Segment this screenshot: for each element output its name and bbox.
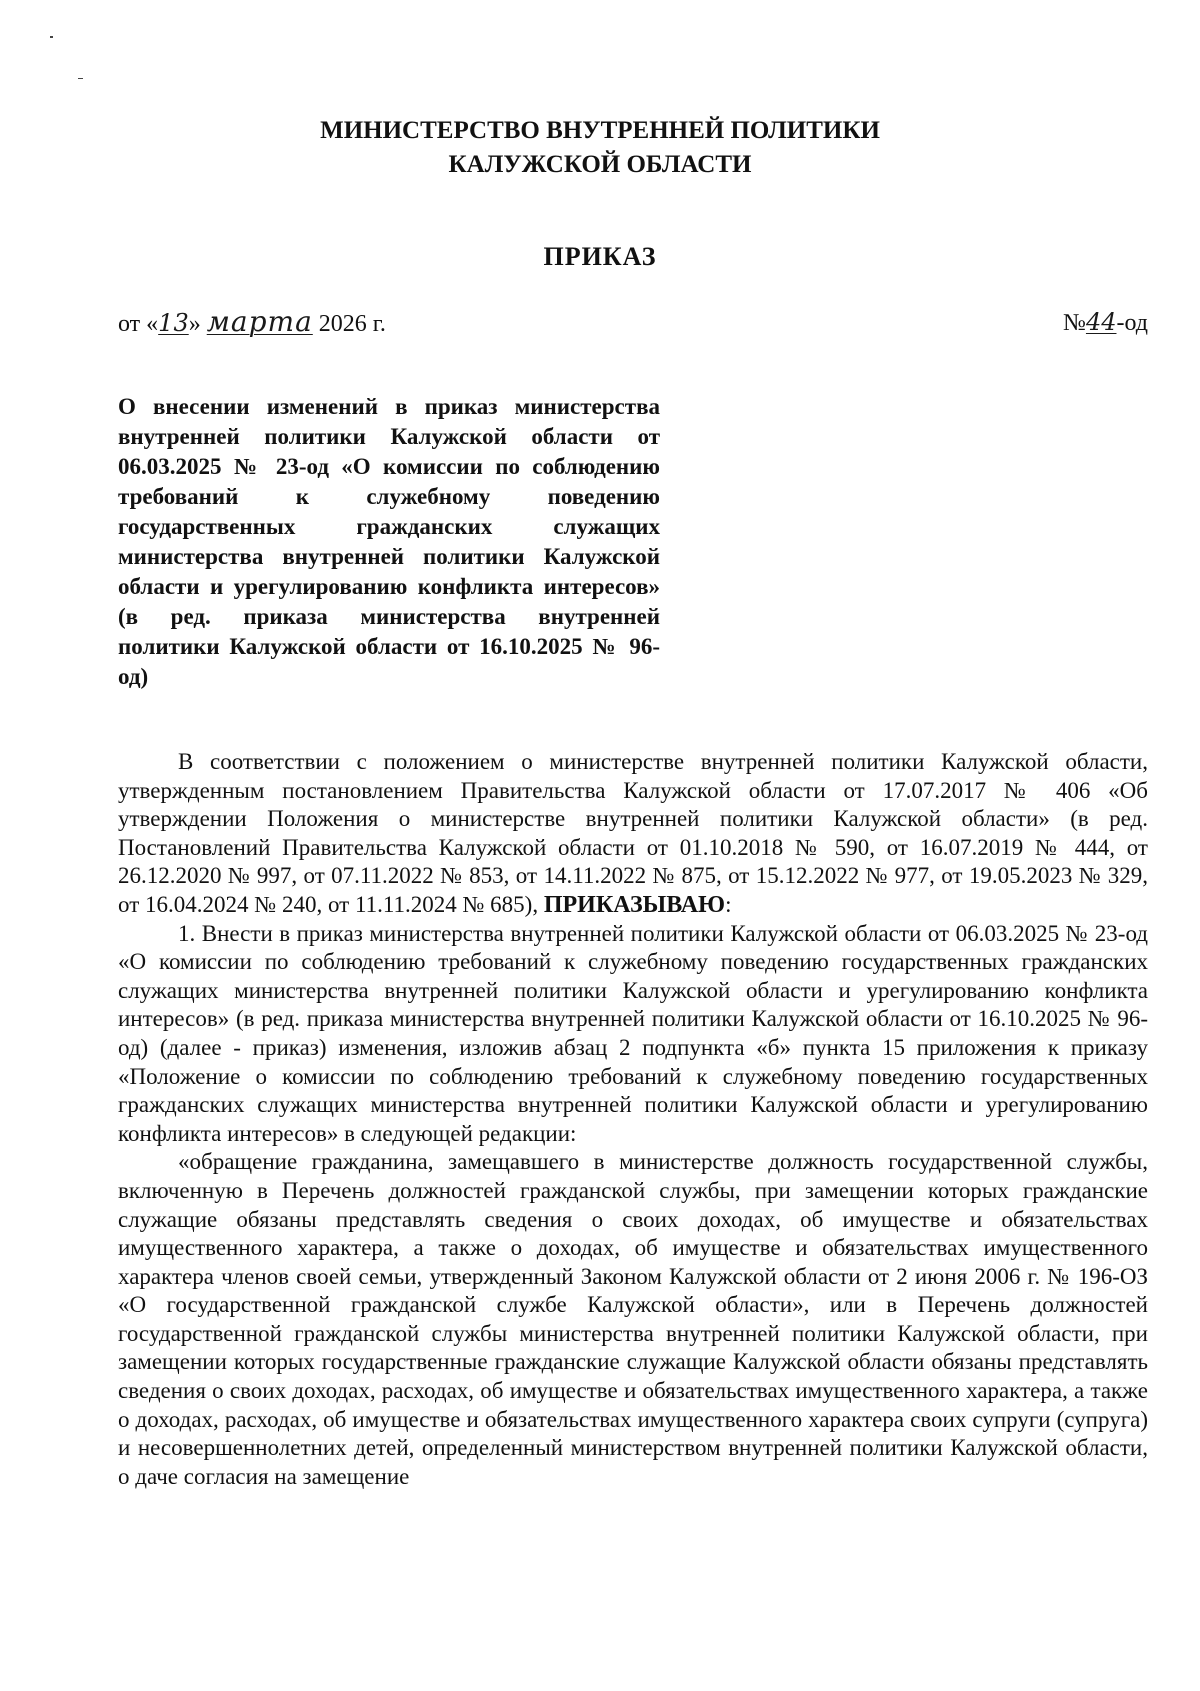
number-prefix: № xyxy=(1063,310,1086,336)
preamble-paragraph xyxy=(118,748,1148,920)
scan-speck xyxy=(50,36,53,38)
order-subject: О внесении изменений в приказ министерства внутренней политики Калужской области от 06.03.2025 № 23-од «О комиссии по соблюдению требований к служебному поведению государственных гражданских служащих министерства внутренней политики Калужской области и урегулированию конфликта интересов» (в ред. приказа министерства внутренней политики Калужской области от 16.10.2025 № 96-од) xyxy=(118,394,660,689)
quote-paragraph: «обращение гражданина, замещавшего в министерстве должность государственной службы, включенную в Перечень должностей гражданской службы, при замещении которых гражданские служащие обязаны представлять сведения о своих доходах, об имуществе и обязательствах имущественного характера, а также о доходах, об имуществе и обязательствах имущественного характера членов своей семьи, утвержденный Законом Калужской области от 2 июня 2006 г. № 196-ОЗ «О государственной гражданской службе Калужской области», или в Перечень должностей государственной гражданской службы министерства внутренней политики Калужской области, при замещении которых государственные гражданские служащие Калужской области обязаны представлять сведения о своих доходах, расходах, об имуществе и обязательствах имущественного характера, а также о доходах, расходах, об имуществе и обязательствах имущественного характера своих супруги (супруга) и несовершеннолетних детей, определенный министерством внутренней политики Калужской области, о даче согласия на замещение xyxy=(118,1149,1148,1489)
order-date xyxy=(118,306,386,340)
order-title: ПРИКАЗ xyxy=(543,242,657,271)
order-directive-colon: : xyxy=(725,891,732,917)
ministry-name xyxy=(0,114,1200,182)
number-suffix: -од xyxy=(1116,310,1148,336)
order-body xyxy=(118,748,1148,1491)
ministry-name-line1: МИНИСТЕРСТВО ВНУТРЕННЕЙ ПОЛИТИКИ xyxy=(320,117,880,144)
date-mid: » xyxy=(188,311,207,337)
scan-speck xyxy=(78,78,83,79)
date-year: 2026 г. xyxy=(312,311,386,337)
order-directive: ПРИКАЗЫВАЮ xyxy=(543,891,726,918)
date-prefix: от « xyxy=(118,311,159,337)
handwritten-number: 44 xyxy=(1085,308,1117,336)
handwritten-day: 13 xyxy=(158,309,189,337)
handwritten-month: марта xyxy=(206,305,313,338)
item-1-paragraph: 1. Внести в приказ министерства внутренней политики Калужской области от 06.03.2025 № 23-од «О комиссии по соблюдению требований к служебному поведению государственных гражданских служащих министерства внутренней политики Калужской области и урегулированию конфликта интересов» (в ред. приказа министерства внутренней политики Калужской области от 16.10.2025 № 96-од) (далее - приказ) изменения, изложив абзац 2 подпункта «б» пункта 15 приложения к приказу «Положение о комиссии по соблюдению требований к служебному поведению государственных гражданских служащих министерства внутренней политики Калужской области и урегулированию конфликта интересов» в следующей редакции: xyxy=(118,920,1148,1146)
order-number xyxy=(1063,306,1148,339)
ministry-name-line2: КАЛУЖСКОЙ ОБЛАСТИ xyxy=(448,151,752,178)
preamble-text: В соответствии с положением о министерстве внутренней политики Калужской области, утвержденным постановлением Правительства Калужской области от 17.07.2017 № 406 «Об утверждении Положения о министерстве внутренней политики Калужской области» (в ред. Постановлений Правительства Калужской области от 01.10.2018 № 590, от 16.07.2019 № 444, от 26.12.2020 № 997, от 07.11.2022 № 853, от 14.11.2022 № 875, от 15.12.2022 № 977, от 19.05.2023 № 329, от 16.04.2024 № 240, от 11.11.2024 № 685), xyxy=(118,749,1148,917)
